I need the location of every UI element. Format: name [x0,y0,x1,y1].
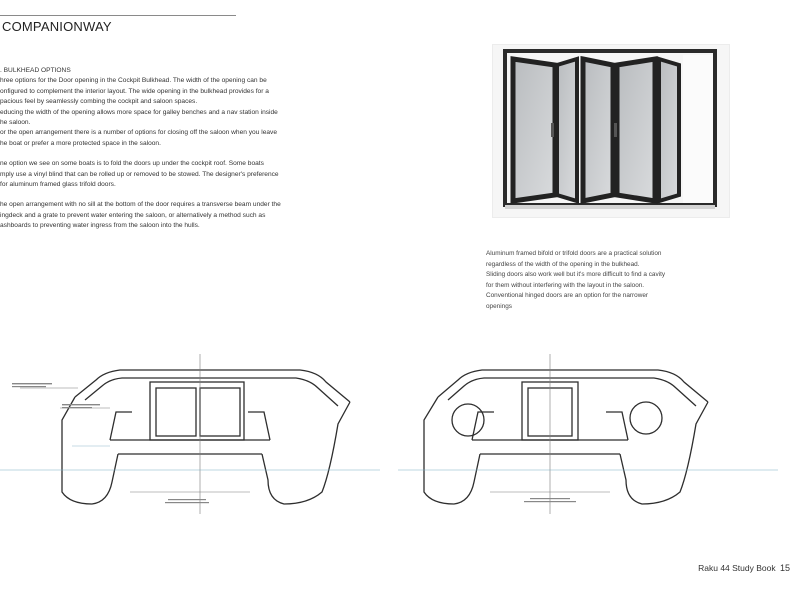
header-rule [0,15,236,16]
page-number: 15 [779,563,790,573]
bulkhead-drawing-wide [0,342,380,527]
page-footer [698,563,790,573]
body-line: for aluminum framed glass trifold doors. [0,181,116,189]
book-title: Raku 44 Study Book [698,563,776,573]
body-text [0,66,380,232]
body-line: he boat or prefer a more protected space in the saloon. [0,139,161,147]
body-line: onfigured to complement the interior layout. The wide opening in the bulkhead provides for a [0,87,269,95]
body-line: he saloon. [0,119,31,127]
body-line: educing the width of the opening allows more space for galley benches and a nav station inside [0,108,278,116]
caption-line: regardless of the width of the opening in the bulkhead. [486,260,640,268]
caption-line: for them without interfering with the layout in the saloon. [486,281,645,289]
body-line: or the open arrangement there is a number of options for closing off the saloon when you leave [0,129,277,137]
body-line: hree options for the Door opening in the Cockpit Bulkhead. The width of the opening can be [0,77,267,85]
caption-line: Conventional hinged doors are an option for the narrower [486,292,649,300]
trifold-door-photo [492,44,730,218]
body-line: ashboards to preventing water ingress from the saloon into the hulls. [0,222,200,230]
body-line: mply use a vinyl blind that can be rolled up or removed to be stowed. The designer's preference [0,170,279,178]
caption-line: Aluminum framed bifold or trifold doors are a practical solution [486,250,662,257]
body-line: ne option we see on some boats is to fold the doors up under the cockpit roof. Some boats [0,160,264,168]
body-line: he open arrangement with no sill at the bottom of the door requires a transverse beam under the [0,201,281,209]
bulkhead-drawing-narrow [398,342,778,527]
body-line: pacious feel by seamlessly combing the cockpit and saloon spaces. [0,98,198,106]
body-line: ingdeck and a grate to prevent water entering the saloon, or alternatively a method such as [0,211,266,219]
caption-line: openings [486,302,512,310]
caption-line: Sliding doors also work well but it's more difficult to find a cavity [486,271,666,279]
section-title: COMPANIONWAY [2,19,112,34]
photo-caption [486,249,746,313]
body-line: . BULKHEAD OPTIONS [0,67,71,74]
